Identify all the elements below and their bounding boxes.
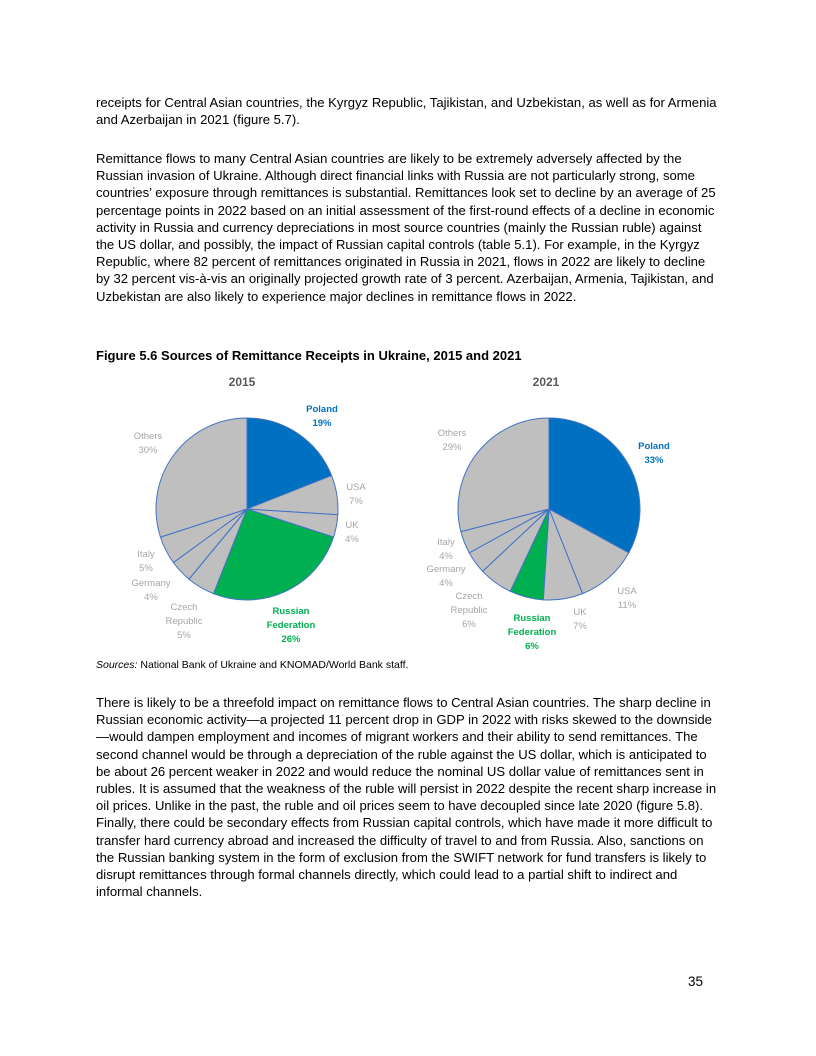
figure-caption: Figure 5.6 Sources of Remittance Receipts in Ukraine, 2015 and 2021 — [96, 348, 522, 363]
label-italy-2015-name: Italy — [137, 549, 155, 560]
body-paragraph-3: There is likely to be a threefold impact on remittance flows to Central Asian countries. The sharp decline in Russian economic activity—a projected 11 percent drop in GDP in 2022 with risks skewed to the downside—would dampen employment and incomes of migrant workers and their ability to send remittances. The second channel would be through a depreciation of the ruble against the US dollar, which is anticipated to be about 26 percent weaker in 2022 and would reduce the nominal US dollar value of remittances sent in rubles. It is assumed that the weakness of the ruble will persist in 2022 despite the recent sharp increase in oil prices. Unlike in the past, the ruble and oil prices seem to have decoupled since late 2020 (figure 5.8). Finally, there could be secondary effects from Russian capital controls, which have made it more difficult to transfer hard currency abroad and increased the difficulty of travel to and from Russia. Also, sanctions on the Russian banking system in the form of exclusion from the SWIFT network for fund transfers is likely to disrupt remittances through formal channels directly, which could lead to a partial shift to indirect and informal channels. — [96, 695, 717, 900]
label-others-2021-value: 29% — [442, 442, 462, 453]
label-russia-2015-name-2: Federation — [266, 620, 316, 631]
label-poland-2021-name: Poland — [638, 441, 670, 452]
label-uk-2021-name: UK — [573, 607, 587, 618]
label-germany-2015-name: Germany — [131, 578, 171, 589]
body-paragraph-2: Remittance flows to many Central Asian countries are likely to be extremely adversely affected by the Russian invasion of Ukraine. Although direct financial links with Russia are not particularly strong, some countries’ exposure through remittances is substantial. Remittances look set to decline by an average of 25 percentage points in 2022 based on an initial assessment of the first-round effects of a decline in economic activity in Russia and currency depreciations in most source countries (mainly the Russian ruble) against the US dollar, and possibly, the impact of Russian capital controls (table 5.1). For example, in the Kyrgyz Republic, where 82 percent of remittances originated in Russia in 2021, flows in 2022 are likely to decline by 32 percent vis-à-vis an originally projected growth rate of 3 percent. Azerbaijan, Armenia, Tajikistan, and Uzbekistan are also likely to experience major declines in remittance flows in 2022. — [96, 151, 716, 304]
label-russia-2021-value: 6% — [525, 641, 539, 652]
label-uk-2021-value: 7% — [573, 621, 587, 632]
label-italy-2021-value: 4% — [439, 551, 453, 562]
source-text: National Bank of Ukraine and KNOMAD/World Bank staff. — [137, 659, 409, 671]
label-italy-2021-name: Italy — [437, 537, 455, 548]
label-poland-2015-value: 19% — [312, 418, 332, 429]
label-russia-2021-name-1: Russian — [513, 613, 551, 624]
label-uk-2015-name: UK — [345, 520, 359, 531]
label-italy-2015-value: 5% — [139, 563, 153, 574]
chart-title-2021: 2021 — [532, 375, 560, 389]
pie-chart-2021 — [426, 375, 670, 652]
page-number: 35 — [688, 974, 704, 989]
source-label: Sources: — [96, 659, 138, 671]
label-usa-2021-name: USA — [617, 586, 637, 597]
label-czech-2015-value: 5% — [177, 630, 191, 641]
chart-title-2015: 2015 — [228, 375, 256, 389]
label-czech-2021-value: 6% — [462, 619, 476, 630]
label-czech-2015-name-1: Czech — [170, 602, 198, 613]
label-others-2021-name: Others — [437, 428, 467, 439]
pie-chart-2015 — [131, 375, 366, 645]
label-germany-2015-value: 4% — [144, 592, 158, 603]
label-germany-2021-name: Germany — [426, 564, 466, 575]
label-czech-2015-name-2: Republic — [165, 616, 203, 627]
label-usa-2015-value: 7% — [349, 496, 363, 507]
body-paragraph-1: receipts for Central Asian countries, the Kyrgyz Republic, Tajikistan, and Uzbekistan, as well as for Armenia and Azerbaijan in 2021 (figure 5.7). — [96, 95, 717, 128]
label-usa-2021-value: 11% — [617, 600, 637, 611]
label-russia-2015-value: 26% — [281, 634, 301, 645]
label-usa-2015-name: USA — [346, 482, 366, 493]
figure-source — [96, 659, 408, 671]
label-germany-2021-value: 4% — [439, 578, 453, 589]
label-poland-2021-value: 33% — [644, 455, 664, 466]
label-russia-2015-name-1: Russian — [272, 606, 310, 617]
label-poland-2015-name: Poland — [306, 404, 338, 415]
label-czech-2021-name-2: Republic — [450, 605, 488, 616]
label-uk-2015-value: 4% — [345, 534, 359, 545]
label-others-2015-value: 30% — [138, 445, 158, 456]
label-others-2015-name: Others — [133, 431, 163, 442]
label-czech-2021-name-1: Czech — [455, 591, 483, 602]
label-russia-2021-name-2: Federation — [507, 627, 557, 638]
